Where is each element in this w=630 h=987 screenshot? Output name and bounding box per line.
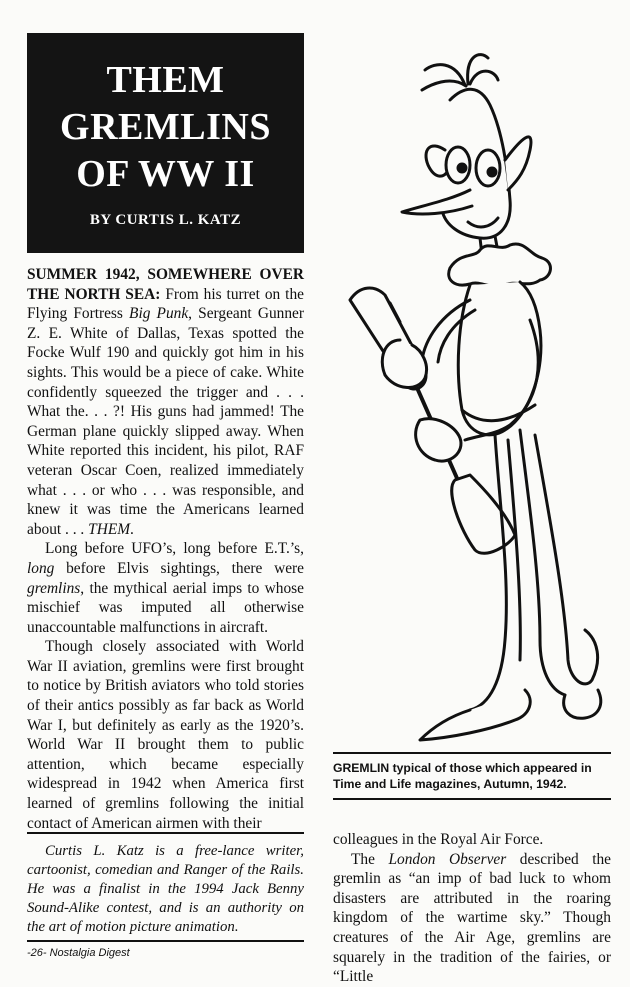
title-block	[27, 33, 304, 253]
title-line-1: THEM	[106, 59, 225, 101]
title-line-3: OF WW II	[76, 153, 255, 195]
p2-text-c: , the mythical aerial imps to whose mischief was imputed all otherwise unaccountable malfunctions in aircraft.	[27, 579, 304, 636]
p2-text-b: before Elvis sightings, there were	[54, 559, 304, 577]
newspaper-name: London Observer	[388, 850, 507, 868]
article-title	[27, 33, 304, 198]
gremlins-emphasis: gremlins	[27, 579, 81, 597]
them-emphasis: THEM	[88, 520, 131, 538]
byline: BY CURTIS L. KATZ	[89, 212, 242, 228]
paragraph-4: colleagues in the Royal Air Force.	[333, 831, 544, 848]
bio-bottom-rule	[27, 940, 304, 942]
paragraph-3: Though closely associated with World War II aviation, gremlins were first brought to notice by British aviators who told stories of their antics possibly as far back as World War I, but definitely as early as the 1920’s. World War II brought them to public attention, which became especially widespread in 1942 when America first learned of gremlins following the initial contact of American airmen with their	[27, 638, 304, 832]
p1-end: .	[130, 520, 134, 538]
long-emphasis: long	[27, 559, 55, 577]
plane-name: Big Punk	[129, 305, 189, 323]
p2-text-a: Long before UFO’s, long before E.T.’s,	[45, 540, 304, 558]
caption-bottom-rule	[333, 798, 611, 800]
p1-text-b: , Sergeant Gunner Z. E. White of Dallas, Texas spotted the Focke Wulf 190 and quickly got him in his sights. This would be a piece of cake. White confidently squeezed the trigger and . . . What the. . . ?! His guns had jammed! The German plane quickly slipped away. When White reported this incident, his pilot, RAF veteran Oscar Coen, realized immediately what . . . or who . . . was responsible, and knew it was time the Americans learned about . . .	[27, 305, 304, 538]
gremlin-illustration-icon	[330, 40, 620, 750]
paragraph-2	[27, 539, 304, 637]
title-line-2: GREMLINS	[60, 106, 271, 148]
p1-text-a: From his turret on the Flying Fortress	[27, 285, 304, 323]
caption-top-rule	[333, 752, 611, 754]
bio-top-rule	[27, 832, 304, 834]
article-right-column	[333, 830, 611, 987]
article-left-column	[27, 265, 304, 833]
p5-text-b: described the gremlin as “an imp of bad luck to whom disasters are attributed in the roaring kingdom of the wartime sky.” Though creatures of the Air Age, gremlins are squarely in the tradition of the fairies, or “Little	[333, 850, 612, 986]
paragraph-1	[27, 265, 304, 539]
lead-in: SUMMER 1942, SOMEWHERE OVER THE NORTH SEA:	[27, 266, 304, 303]
illustration-caption: GREMLIN typical of those which appeared in Time and Life magazines, Autumn, 1942.	[333, 761, 592, 791]
paragraph-5	[333, 850, 611, 987]
author-bio: Curtis L. Katz is a free-lance writer, cartoonist, comedian and Ranger of the Rails. He was a finalist in the 1994 Jack Benny Sound-Alike contest, and is an authority on the art of motion picture animation.	[27, 843, 304, 935]
page-footer: -26- Nostalgia Digest	[27, 947, 130, 959]
p5-text-a: The	[351, 850, 389, 868]
